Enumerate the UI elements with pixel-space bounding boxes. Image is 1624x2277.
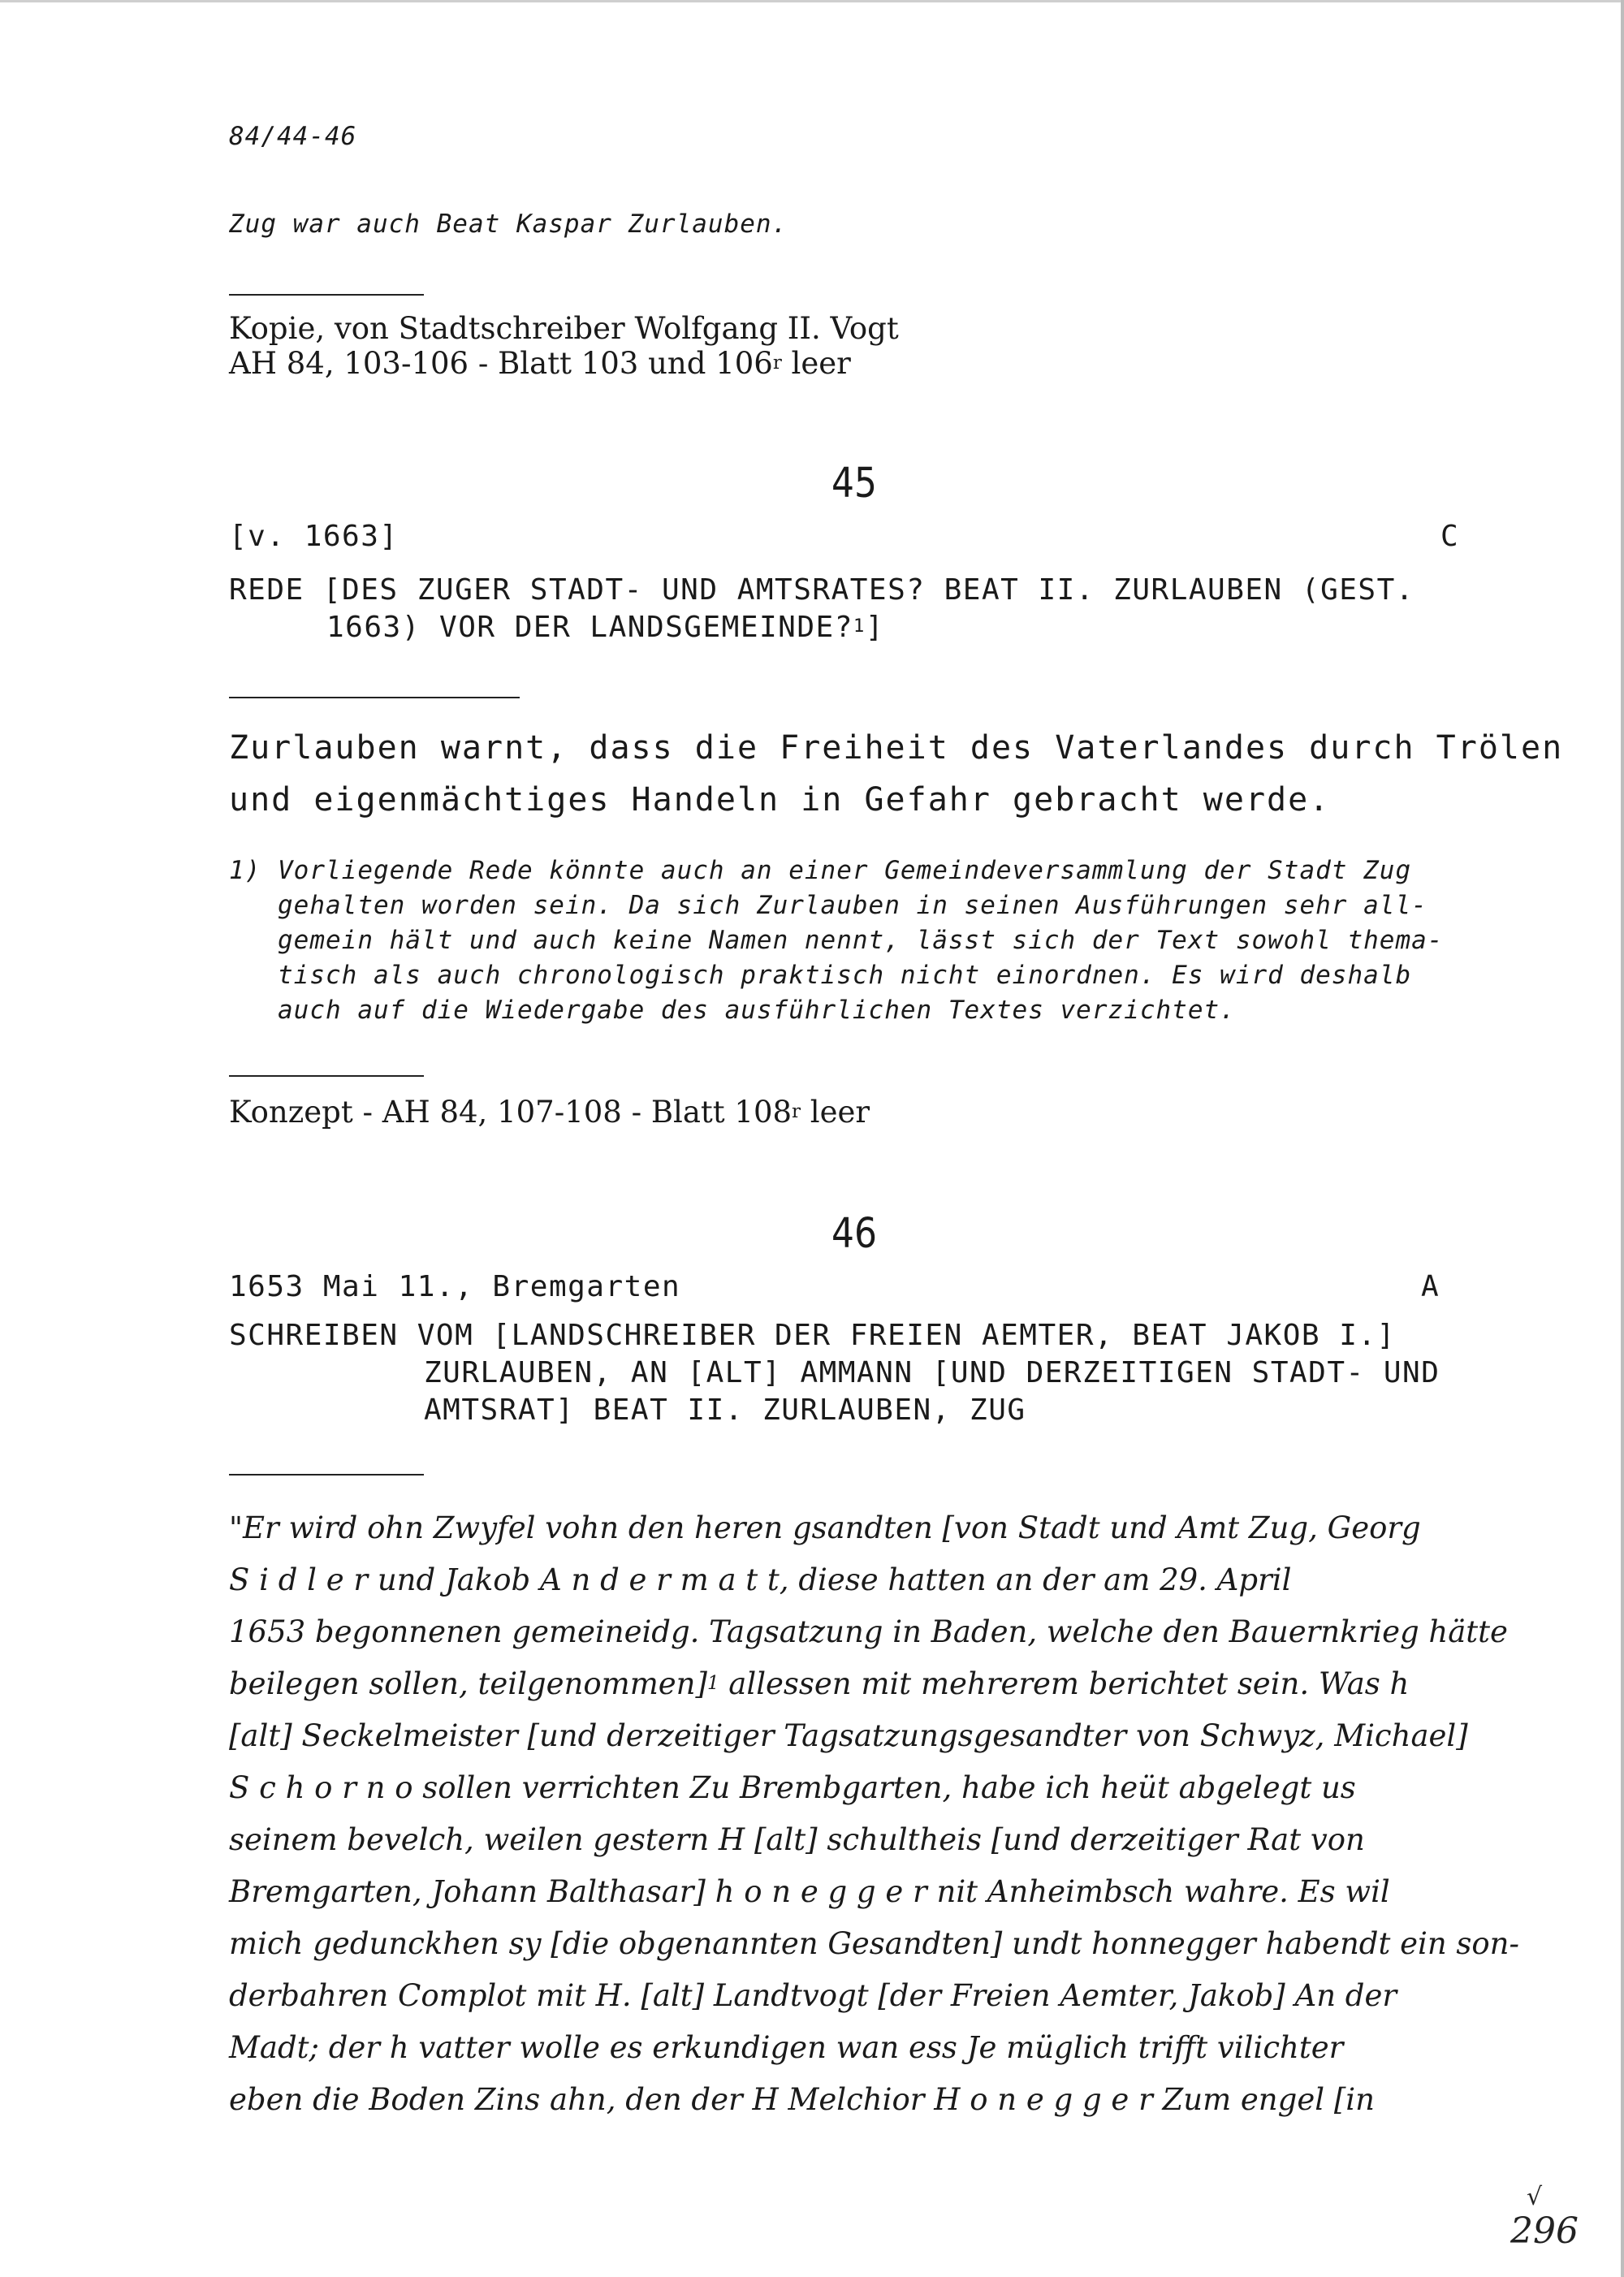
page-top-edge (0, 0, 1624, 2)
quote-text: allessen mit mehrerem berichtet sein. Was h (719, 1666, 1410, 1701)
doc45-source-end: leer (801, 1095, 870, 1130)
quote-spaced-name: A n d e r m a t t, (540, 1562, 789, 1597)
intro-line: Zug war auch Beat Kaspar Zurlauben. (229, 210, 788, 239)
quote-spaced-name: h o n e g g e r (715, 1874, 927, 1909)
page-right-edge (1621, 0, 1624, 2277)
handwritten-page-number: 296 (1510, 2210, 1579, 2252)
footnote-line: gehalten worden sein. Da sich Zurlauben in seinen Ausführungen sehr all- (278, 891, 1427, 920)
document-number-45: 45 (831, 460, 877, 508)
separator-rule (229, 1474, 424, 1476)
doc45-title-line-1: REDE [DES ZUGER STADT- UND AMTSRATES? BEAT II. ZURLAUBEN (GEST. (229, 573, 1415, 607)
quote-line: [alt] Seckelmeister [und derzeitiger Tagsatzungsgesandter von Schwyz, Michael] (229, 1718, 1468, 1753)
document-number-46: 46 (831, 1210, 877, 1258)
quote-line: derbahren Complot mit H. [alt] Landtvogt [der Freien Aemter, Jakob] An der (229, 1978, 1397, 2013)
footnote-line: gemein hält und auch keine Namen nennt, lässt sich der Text sowohl thema- (278, 926, 1444, 955)
quote-text: beilegen sollen, teilgenommen] (229, 1666, 707, 1701)
doc46-date: 1653 Mai 11., Bremgarten (229, 1270, 681, 1303)
quote-text: nit Anheimbsch wahre. Es wil (926, 1874, 1390, 1909)
source-line-2-text: AH 84, 103-106 - Blatt 103 und 106 (229, 346, 773, 381)
doc46-class: A (1421, 1270, 1440, 1303)
handwritten-check-mark: √ (1527, 2183, 1543, 2211)
doc46-title-line-1: SCHREIBEN VOM [LANDSCHREIBER DER FREIEN AEMTER, BEAT JAKOB I.] (229, 1319, 1396, 1352)
quote-text: Bremgarten, Johann Balthasar] (229, 1874, 715, 1909)
doc45-title-line-2-end: ] (865, 611, 884, 644)
quote-line: "Er wird ohn Zwyfel vohn den heren gsandten [von Stadt und Amt Zug, Georg (229, 1510, 1421, 1545)
quote-text: sollen verrichten Zu Brembgarten, habe ich heüt abgelegt us (412, 1770, 1356, 1805)
quote-text: eben die Boden Zins ahn, den der H Melchior (229, 2082, 935, 2117)
doc45-source (229, 1095, 870, 1130)
doc46-title-line-3: AMTSRAT] BEAT II. ZURLAUBEN, ZUG (424, 1393, 1026, 1427)
quote-spaced-name: S i d l e r (229, 1562, 369, 1597)
quote-line (229, 1874, 1390, 1909)
quote-text: und Jakob (368, 1562, 540, 1597)
quote-line (229, 2082, 1375, 2117)
quote-line (229, 1562, 1291, 1597)
quote-line: mich gedunckhen sy [die obgenannten Gesandten] undt honnegger habendt ein son- (229, 1926, 1520, 1961)
doc45-date: [v. 1663] (229, 520, 399, 553)
quote-footnote-mark: 1 (706, 1673, 719, 1695)
doc45-source-sup: r (792, 1101, 801, 1123)
quote-line: seinem bevelch, weilen gestern H [alt] schultheis [und derzeitiger Rat von (229, 1822, 1365, 1857)
page-reference: 84/44-46 (229, 122, 357, 151)
separator-rule (229, 1075, 424, 1077)
footnote-marker: 1) (229, 856, 261, 885)
doc45-title-line-2 (326, 611, 884, 644)
quote-text: diese hatten an der am 29. April (788, 1562, 1292, 1597)
separator-rule (229, 697, 520, 698)
separator-rule (229, 294, 424, 296)
quote-spaced-name: H o n e g g e r (934, 2082, 1153, 2117)
doc45-title-line-2-text: 1663) VOR DER LANDSGEMEINDE? (326, 611, 853, 644)
doc45-title-footnote-mark: 1 (853, 616, 866, 637)
footnote-line: auch auf die Wiedergabe des ausführlichen Textes verzichtet. (278, 996, 1236, 1025)
quote-line: Madt; der h vatter wolle es erkundigen wan ess Je müglich trifft vilichter (229, 2030, 1344, 2065)
footnote-line: Vorliegende Rede könnte auch an einer Gemeindeversammlung der Stadt Zug (278, 856, 1412, 885)
source-line-2-end: leer (781, 346, 851, 381)
source-line-2-sup: r (772, 352, 782, 374)
footnote-line: tisch als auch chronologisch praktisch nicht einordnen. Es wird deshalb (278, 961, 1412, 990)
doc45-source-text: Konzept - AH 84, 107-108 - Blatt 108 (229, 1095, 793, 1130)
source-line-2 (229, 346, 851, 381)
quote-line (229, 1770, 1356, 1805)
quote-line (229, 1666, 1409, 1701)
doc45-summary-line-2: und eigenmächtiges Handeln in Gefahr gebracht werde. (229, 781, 1331, 819)
quote-line: 1653 begonnenen gemeineidg. Tagsatzung in Baden, welche den Bauernkrieg hätte (229, 1614, 1508, 1649)
quote-text: Zum engel [in (1152, 2082, 1375, 2117)
doc45-summary-line-1: Zurlauben warnt, dass die Freiheit des Vaterlandes durch Trölen (229, 729, 1564, 767)
doc45-class: C (1440, 520, 1460, 553)
doc46-title-line-2: ZURLAUBEN, AN [ALT] AMMANN [UND DERZEITIGEN STADT- UND (424, 1356, 1440, 1389)
quote-spaced-name: S c h o r n o (229, 1770, 413, 1805)
source-line-1: Kopie, von Stadtschreiber Wolfgang II. Vogt (229, 311, 899, 346)
